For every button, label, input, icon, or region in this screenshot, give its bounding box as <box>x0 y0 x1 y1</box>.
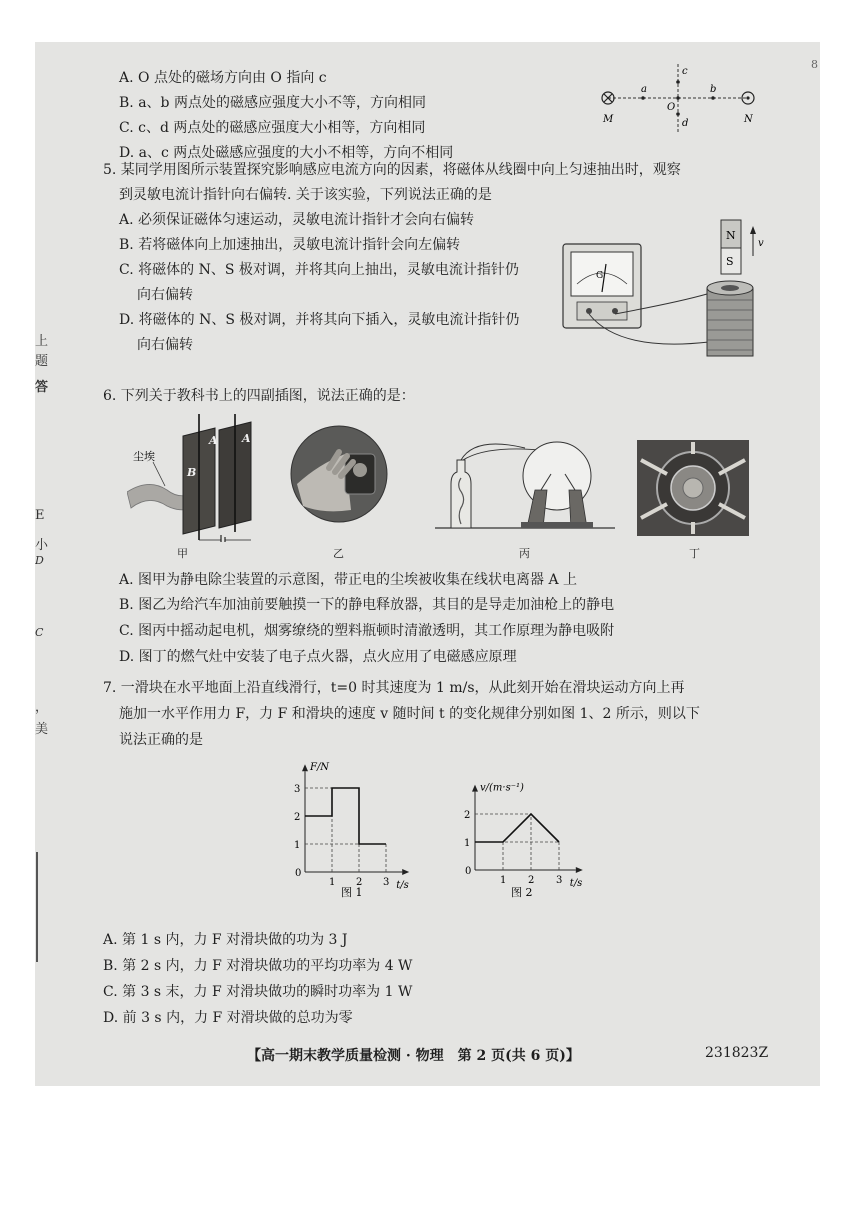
margin-line <box>36 852 38 962</box>
galvanometer-label: G <box>596 271 604 281</box>
x-tick-label: 2 <box>528 875 535 886</box>
x-axis-label: t/s <box>396 880 409 891</box>
electrode-a-label-1: A <box>209 434 218 447</box>
dust-label: 尘埃 <box>133 450 155 463</box>
y-tick-label: 2 <box>464 810 471 821</box>
margin-char: 上 <box>35 334 49 349</box>
q7-option-a: A. 第 1 s 内，力 F 对滑块做的功为 3 J <box>103 932 348 948</box>
margin-char: 小 <box>35 538 49 553</box>
x-axis-label: t/s <box>569 878 583 889</box>
figure-ding-gas-stove <box>637 440 749 536</box>
footer-code: 231823Z <box>705 1045 769 1061</box>
electrode-a-label-2: A <box>242 432 251 445</box>
q6-option-a: A. 图甲为静电除尘装置的示意图，带正电的尘埃被收集在线状电离器 A 上 <box>119 572 578 588</box>
q5-galvanometer-coil-figure <box>559 212 785 364</box>
y-tick-label: 1 <box>294 840 301 851</box>
q4-option-b: B. a、b 两点处的磁感应强度大小不等，方向相同 <box>119 95 426 111</box>
chart-caption: 图 1 <box>341 886 363 899</box>
y-axis-label: v/(m·s⁻¹) <box>480 782 524 794</box>
series-line <box>305 788 386 844</box>
figure-yi-static-discharger <box>289 424 389 524</box>
label-a: a <box>641 84 647 95</box>
q6-stem: 6. 下列关于教科书上的四副插图，说法正确的是： <box>103 388 415 404</box>
margin-char: ， <box>35 700 49 715</box>
y-tick-label: 2 <box>294 812 301 823</box>
caption-bing: 丙 <box>519 547 530 560</box>
caption-yi: 乙 <box>333 547 344 560</box>
y-axis-arrow <box>302 764 308 771</box>
galvanometer-icon <box>563 244 641 328</box>
figure-jia-electrostatic-precipitator <box>127 414 277 542</box>
q6-option-d: D. 图丁的燃气灶中安装了电子点火器，点火应用了电磁感应原理 <box>119 649 517 665</box>
chart-caption: 图 2 <box>511 886 533 899</box>
origin-label: 0 <box>295 868 302 879</box>
x-tick-label: 2 <box>356 877 363 888</box>
exam-page <box>35 42 820 1086</box>
label-m: M <box>603 114 614 125</box>
electrode-b-label: B <box>187 466 197 479</box>
magnet-n-label: N <box>726 229 736 242</box>
x-axis-arrow <box>576 867 583 873</box>
label-n: N <box>744 114 753 125</box>
bar-magnet-icon <box>721 220 741 274</box>
label-b: b <box>710 84 717 95</box>
x-tick-label: 3 <box>383 877 390 888</box>
velocity-arrow-icon <box>750 226 764 256</box>
margin-char: C <box>35 626 44 639</box>
q4-option-c: C. c、d 两点处的磁感应强度大小相等，方向相同 <box>119 120 426 136</box>
q4-wire-diagram <box>591 56 771 142</box>
q5-option-d-cont: 向右偏转 <box>137 337 193 353</box>
velocity-label: v <box>758 238 764 249</box>
series-line <box>475 814 559 842</box>
margin-char: 答 <box>35 380 49 395</box>
margin-char: D <box>35 554 44 567</box>
label-o: O <box>667 102 676 113</box>
y-tick-label: 1 <box>464 838 471 849</box>
footer-title: 【高一期末教学质量检测 · 物理 第 2 页(共 6 页)】 <box>247 1048 580 1064</box>
caption-jia: 甲 <box>177 547 188 560</box>
y-axis-arrow <box>472 785 478 792</box>
coil-icon <box>707 281 753 356</box>
magnet-s-label: S <box>726 255 734 268</box>
q6-option-b: B. 图乙为给汽车加油前要触摸一下的静电释放器，其目的是导走加油枪上的静电 <box>119 597 615 613</box>
origin-label: 0 <box>465 866 472 877</box>
caption-ding: 丁 <box>689 547 700 560</box>
q5-stem-line1: 5. 某同学用图所示装置探究影响感应电流方向的因素，将磁体从线圈中向上匀速抽出时，观察 <box>103 162 681 178</box>
wire-m-into-page-icon <box>602 92 614 104</box>
q4-option-d: D. a、c 两点处磁感应强度的大小不相等，方向不相同 <box>119 145 454 161</box>
q5-option-c-cont: 向右偏转 <box>137 287 193 303</box>
q5-option-c: C. 将磁体的 N、S 极对调，并将其向上抽出，灵敏电流计指针仍 <box>119 262 519 278</box>
margin-char: 美 <box>35 722 49 737</box>
q5-option-d: D. 将磁体的 N、S 极对调，并将其向下插入，灵敏电流计指针仍 <box>119 312 520 328</box>
q7-stem-line1: 7. 一滑块在水平地面上沿直线滑行，t=0 时其速度为 1 m/s，从此刻开始在滑块运动方向上再 <box>103 680 685 696</box>
label-c: c <box>682 66 688 77</box>
margin-char: 题 <box>35 354 49 369</box>
q7-option-d: D. 前 3 s 内，力 F 对滑块做的总功为零 <box>103 1010 353 1026</box>
q5-stem-line2: 到灵敏电流计指针向右偏转. 关于该实验，下列说法正确的是 <box>119 187 492 203</box>
q6-option-c: C. 图丙中摇动起电机，烟雾缭绕的塑料瓶顿时清澈透明，其工作原理为静电吸附 <box>119 623 615 639</box>
q5-option-b: B. 若将磁体向上加速抽出，灵敏电流计指针会向左偏转 <box>119 237 461 253</box>
margin-char: E <box>35 508 45 523</box>
x-tick-label: 3 <box>556 875 563 886</box>
label-d: d <box>682 118 689 129</box>
x-tick-label: 1 <box>329 877 336 888</box>
y-axis-label: F/N <box>310 762 330 774</box>
chart-velocity-time <box>453 772 613 902</box>
q5-option-a: A. 必须保证磁体匀速运动，灵敏电流计指针才会向右偏转 <box>119 212 475 228</box>
q4-option-a: A. O 点处的磁场方向由 O 指向 c <box>119 70 327 86</box>
q7-option-c: C. 第 3 s 末，力 F 对滑块做功的瞬时功率为 1 W <box>103 984 413 1000</box>
q7-stem-line3: 说法正确的是 <box>119 732 203 748</box>
x-tick-label: 1 <box>500 875 507 886</box>
figure-bing-electrostatic-smoke <box>435 434 615 534</box>
q7-option-b: B. 第 2 s 内，力 F 对滑块做功的平均功率为 4 W <box>103 958 413 974</box>
y-tick-label: 3 <box>294 784 301 795</box>
chart-force-time <box>283 754 423 902</box>
q7-stem-line2: 施加一水平作用力 F，力 F 和滑块的速度 v 随时间 t 的变化规律分别如图 1、2 所示，则以下 <box>119 706 700 722</box>
x-axis-arrow <box>402 869 409 875</box>
corner-mark: 8 <box>811 58 818 71</box>
